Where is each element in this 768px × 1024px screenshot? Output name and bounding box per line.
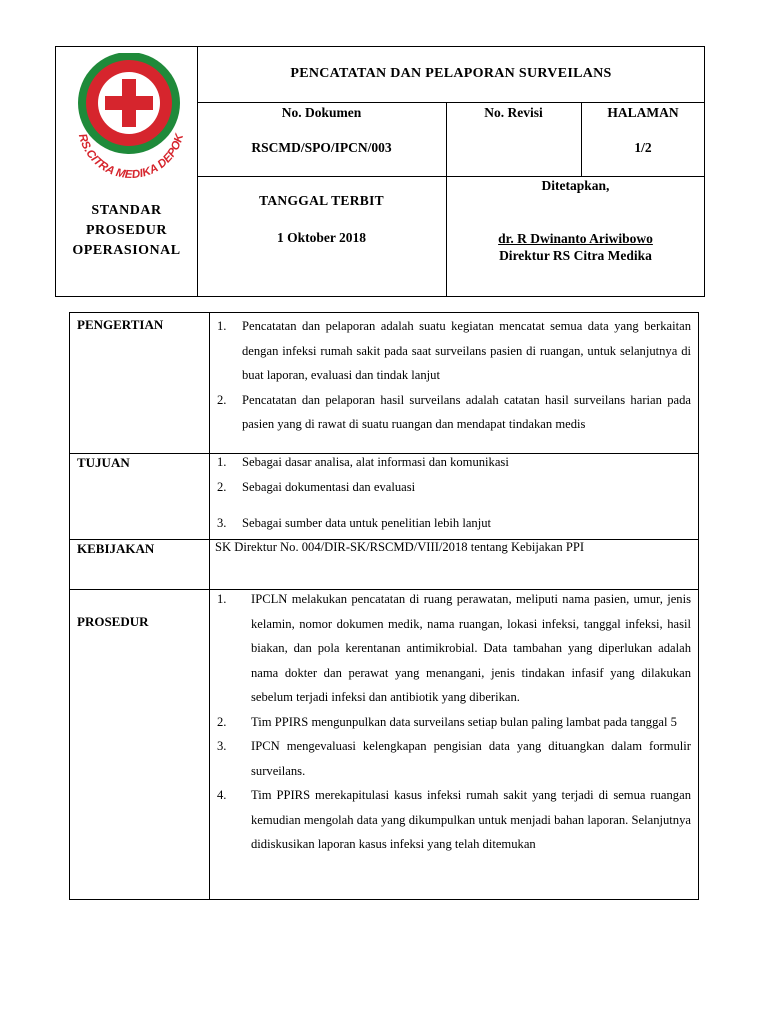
document-title: PENCATATAN DAN PELAPORAN SURVEILANS	[290, 66, 612, 81]
list-item	[217, 783, 691, 857]
list-number: 2.	[217, 714, 227, 729]
signer-name: dr. R Dwinanto Ariwibowo	[498, 231, 653, 246]
header-divider	[197, 47, 198, 296]
tujuan-list	[217, 450, 691, 536]
sop-label-line: STANDAR	[91, 203, 162, 218]
sop-label-line: OPERASIONAL	[72, 243, 181, 258]
list-item	[217, 710, 691, 735]
list-text: IPCLN melakukan pencatatan di ruang perawatan, meliputi nama pasien, umur, jenis kelamin, nomor dokumen medik, nama ruangan, lokasi infeksi, tanggal infeksi, hasil biakan, dan pola kerentanan antimikrobial. Data tambahan yang diperlukan adalah nama dokter dan perawat yang menangani, jenis tindakan infasif yang dilakukan sebelum terjadi infeksi dan antibiotik yang diberikan.	[251, 592, 691, 704]
revision-label: No. Revisi	[484, 105, 543, 120]
list-item	[217, 388, 691, 437]
signer-title: Direktur RS Citra Medika	[499, 248, 652, 263]
list-item	[217, 587, 691, 710]
list-text: Tim PPIRS mengunpulkan data surveilans setiap bulan paling lambat pada tanggal 5	[251, 714, 677, 729]
list-item	[217, 734, 691, 783]
list-text: Tim PPIRS merekapitulasi kasus infeksi rumah sakit yang terjadi di semua ruangan kemudian mengolah data yang dikumpulkan untuk menjadi bahan laporan. Selanjutnya didiskusikan laporan kasus infeksi yang telah ditemukan	[251, 788, 691, 851]
approved-label: Ditetapkan,	[541, 178, 610, 193]
procedure-table	[69, 312, 699, 900]
header-divider	[197, 176, 705, 177]
section-label-pengertian: PENGERTIAN	[77, 317, 164, 332]
doc-number-value: RSCMD/SPO/IPCN/003	[251, 140, 392, 155]
pengertian-list	[217, 314, 691, 437]
header-divider	[197, 102, 705, 103]
list-number: 3.	[217, 739, 227, 753]
list-item	[217, 450, 691, 475]
prosedur-list	[217, 587, 691, 857]
list-number: 4.	[217, 788, 227, 802]
list-number: 1.	[217, 319, 227, 333]
list-number: 1.	[217, 455, 227, 469]
list-text: Sebagai dasar analisa, alat informasi dan komunikasi	[242, 455, 509, 469]
list-number: 3.	[217, 516, 227, 530]
list-item	[217, 475, 691, 500]
svg-text:RS.CITRA MEDIKA DEPOK: RS.CITRA MEDIKA DEPOK	[75, 132, 187, 178]
kebijakan-text: SK Direktur No. 004/DIR-SK/RSCMD/VIII/2018 tentang Kebijakan PPI	[215, 540, 585, 554]
list-text: Pencatatan dan pelaporan adalah suatu kegiatan mencatat semua data yang berkaitan dengan infeksi rumah sakit pada saat surveilans pasien di ruangan, untuk selanjutnya di buat laporan, evaluasi dan tindak lanjut	[242, 319, 691, 382]
doc-number-label: No. Dokumen	[281, 105, 362, 120]
sop-label	[56, 201, 197, 261]
section-label-tujuan: TUJUAN	[77, 455, 130, 470]
hospital-logo	[66, 53, 191, 178]
sop-label-line: PROSEDUR	[85, 223, 167, 238]
section-label-prosedur: PROSEDUR	[77, 614, 149, 629]
table-divider	[209, 313, 210, 899]
list-text: IPCN mengevaluasi kelengkapan pengisian data yang dituangkan dalam formulir surveilans.	[251, 739, 691, 778]
list-number: 1.	[217, 592, 227, 606]
list-number: 2.	[217, 392, 227, 407]
list-number: 2.	[217, 479, 227, 494]
page-value: 1/2	[634, 140, 652, 155]
list-text: Sebagai dokumentasi dan evaluasi	[242, 479, 416, 494]
issue-date-label: TANGGAL TERBIT	[259, 193, 384, 208]
list-text: Pencatatan dan pelaporan hasil surveilans adalah catatan hasil surveilans harian pada pasien yang di rawat di suatu ruangan dan mendapat tindakan medis	[242, 392, 691, 431]
list-item	[217, 314, 691, 388]
list-text: Sebagai sumber data untuk penelitian lebih lanjut	[242, 516, 492, 530]
issue-date-value: 1 Oktober 2018	[276, 230, 366, 245]
page-label: HALAMAN	[607, 105, 679, 120]
document-header	[55, 46, 705, 297]
section-label-kebijakan: KEBIJAKAN	[77, 541, 155, 556]
header-divider	[446, 102, 447, 296]
list-item	[217, 511, 691, 536]
